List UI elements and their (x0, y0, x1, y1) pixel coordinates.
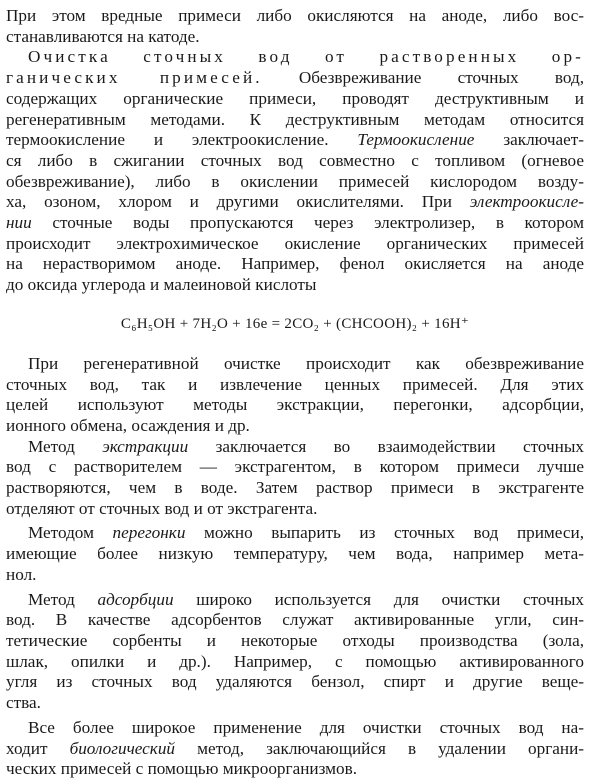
text-line: станавливаются на катоде. (6, 26, 200, 46)
text-line: Все более широкое применение для очистки сточных вод на- (28, 717, 584, 737)
paragraph-adsorption (6, 590, 584, 714)
term-electrooxidation-end: нии (6, 213, 32, 233)
paragraph-biological (6, 718, 584, 780)
text-line: Метод адсорбции широко используется для очистки сточных (28, 589, 584, 609)
term-adsorption: адсорбции (97, 589, 174, 609)
text-line: Методом перегонки можно выпарить из сточных вод примеси, (28, 523, 584, 543)
text-line: тетические сорбенты и некоторые отходы производства (зола, (6, 630, 584, 650)
text-line: сточных вод, так и извлечение ценных примесей. Для этих (6, 374, 584, 394)
text-line: вод. В качестве адсорбентов служат активированные угли, син- (6, 610, 584, 630)
text-line: ганических примесей. Обезвреживание сточных вод, (6, 68, 584, 88)
term-thermooxidation: Термоокисление (357, 130, 475, 150)
text-line: ческих примесей с помощью микроорганизмов. (6, 759, 358, 779)
paragraph-electrolysis-end (6, 6, 584, 47)
text-line: вод с растворителем — экстрагентом, в котором примеси лучше (6, 457, 584, 477)
text-line: ионного обмена, осаждения и др. (6, 415, 250, 435)
document-page (6, 6, 584, 780)
section-title: ганических примесей. (6, 68, 263, 88)
section-title: Очистка сточных вод от растворенных ор- (28, 47, 584, 67)
text-line: ства. (6, 693, 41, 713)
text-line: Метод экстракции заключается во взаимодействии сточных (28, 436, 584, 456)
text-line: термоокисление и электроокисление. Термоокисление заключает- (6, 130, 584, 150)
term-extraction: экстракции (102, 436, 189, 456)
text-line: угля из сточных вод удаляются бензол, спирт и другие веще- (6, 672, 584, 692)
text-line (6, 47, 584, 68)
paragraph-regenerative (6, 354, 584, 437)
text-line: ха, озоном, хлором и другими окислителями. При электроокисле- (6, 192, 584, 212)
text-line: При регенеративной очистке происходит как обезвреживание (28, 353, 584, 373)
text-line: При этом вредные примеси либо окисляются на аноде, либо вос- (6, 6, 584, 25)
text-line: регенеративным методами. К деструктивным методам относится (6, 109, 584, 129)
paragraph-distillation (6, 523, 584, 585)
chemical-equation: C₆H₅OH + 7H₂O + 16e = 2CO₂ + (CHCOOH)₂ + 16H⁺ (120, 315, 470, 332)
term-distillation: перегонки (112, 523, 186, 543)
text-line: отделяют от сточных вод и от экстрагента. (6, 498, 318, 518)
text-line: ходит биологический метод, заключающийся в удалении органи- (6, 738, 584, 758)
paragraph-organic-impurities (6, 47, 584, 295)
text-line: обезвреживание), либо в окислении примесей кислородом возду- (6, 171, 584, 191)
term-electrooxidation: электроокисле- (469, 192, 584, 212)
text-line: происходит электрохимическое окисление органических примесей (6, 233, 584, 253)
paragraph-extraction (6, 437, 584, 520)
text-line: целей используют методы экстракции, перегонки, адсорбции, (6, 395, 584, 415)
text-line: шлак, опилки и др.). Например, с помощью активированного (6, 651, 584, 671)
text-line: ся либо в сжигании сточных вод совместно с топливом (огневое (6, 150, 584, 170)
term-biological: биологический (69, 738, 176, 758)
text-line: имеющие более низкую температуру, чем вода, например мета- (6, 544, 584, 564)
text-line: на нерастворимом аноде. Например, фенол окисляется на аноде (6, 254, 584, 274)
text-line: до оксида углерода и малеиновой кислоты (6, 275, 317, 295)
text-line: нии сточные воды пропускаются через электролизер, в котором (6, 213, 584, 233)
text-line: содержащих органические примеси, проводят деструктивным и (6, 88, 584, 108)
text-line: растворяются, чем в воде. Затем раствор примеси в экстрагенте (6, 478, 584, 498)
text-line: нол. (6, 564, 37, 584)
